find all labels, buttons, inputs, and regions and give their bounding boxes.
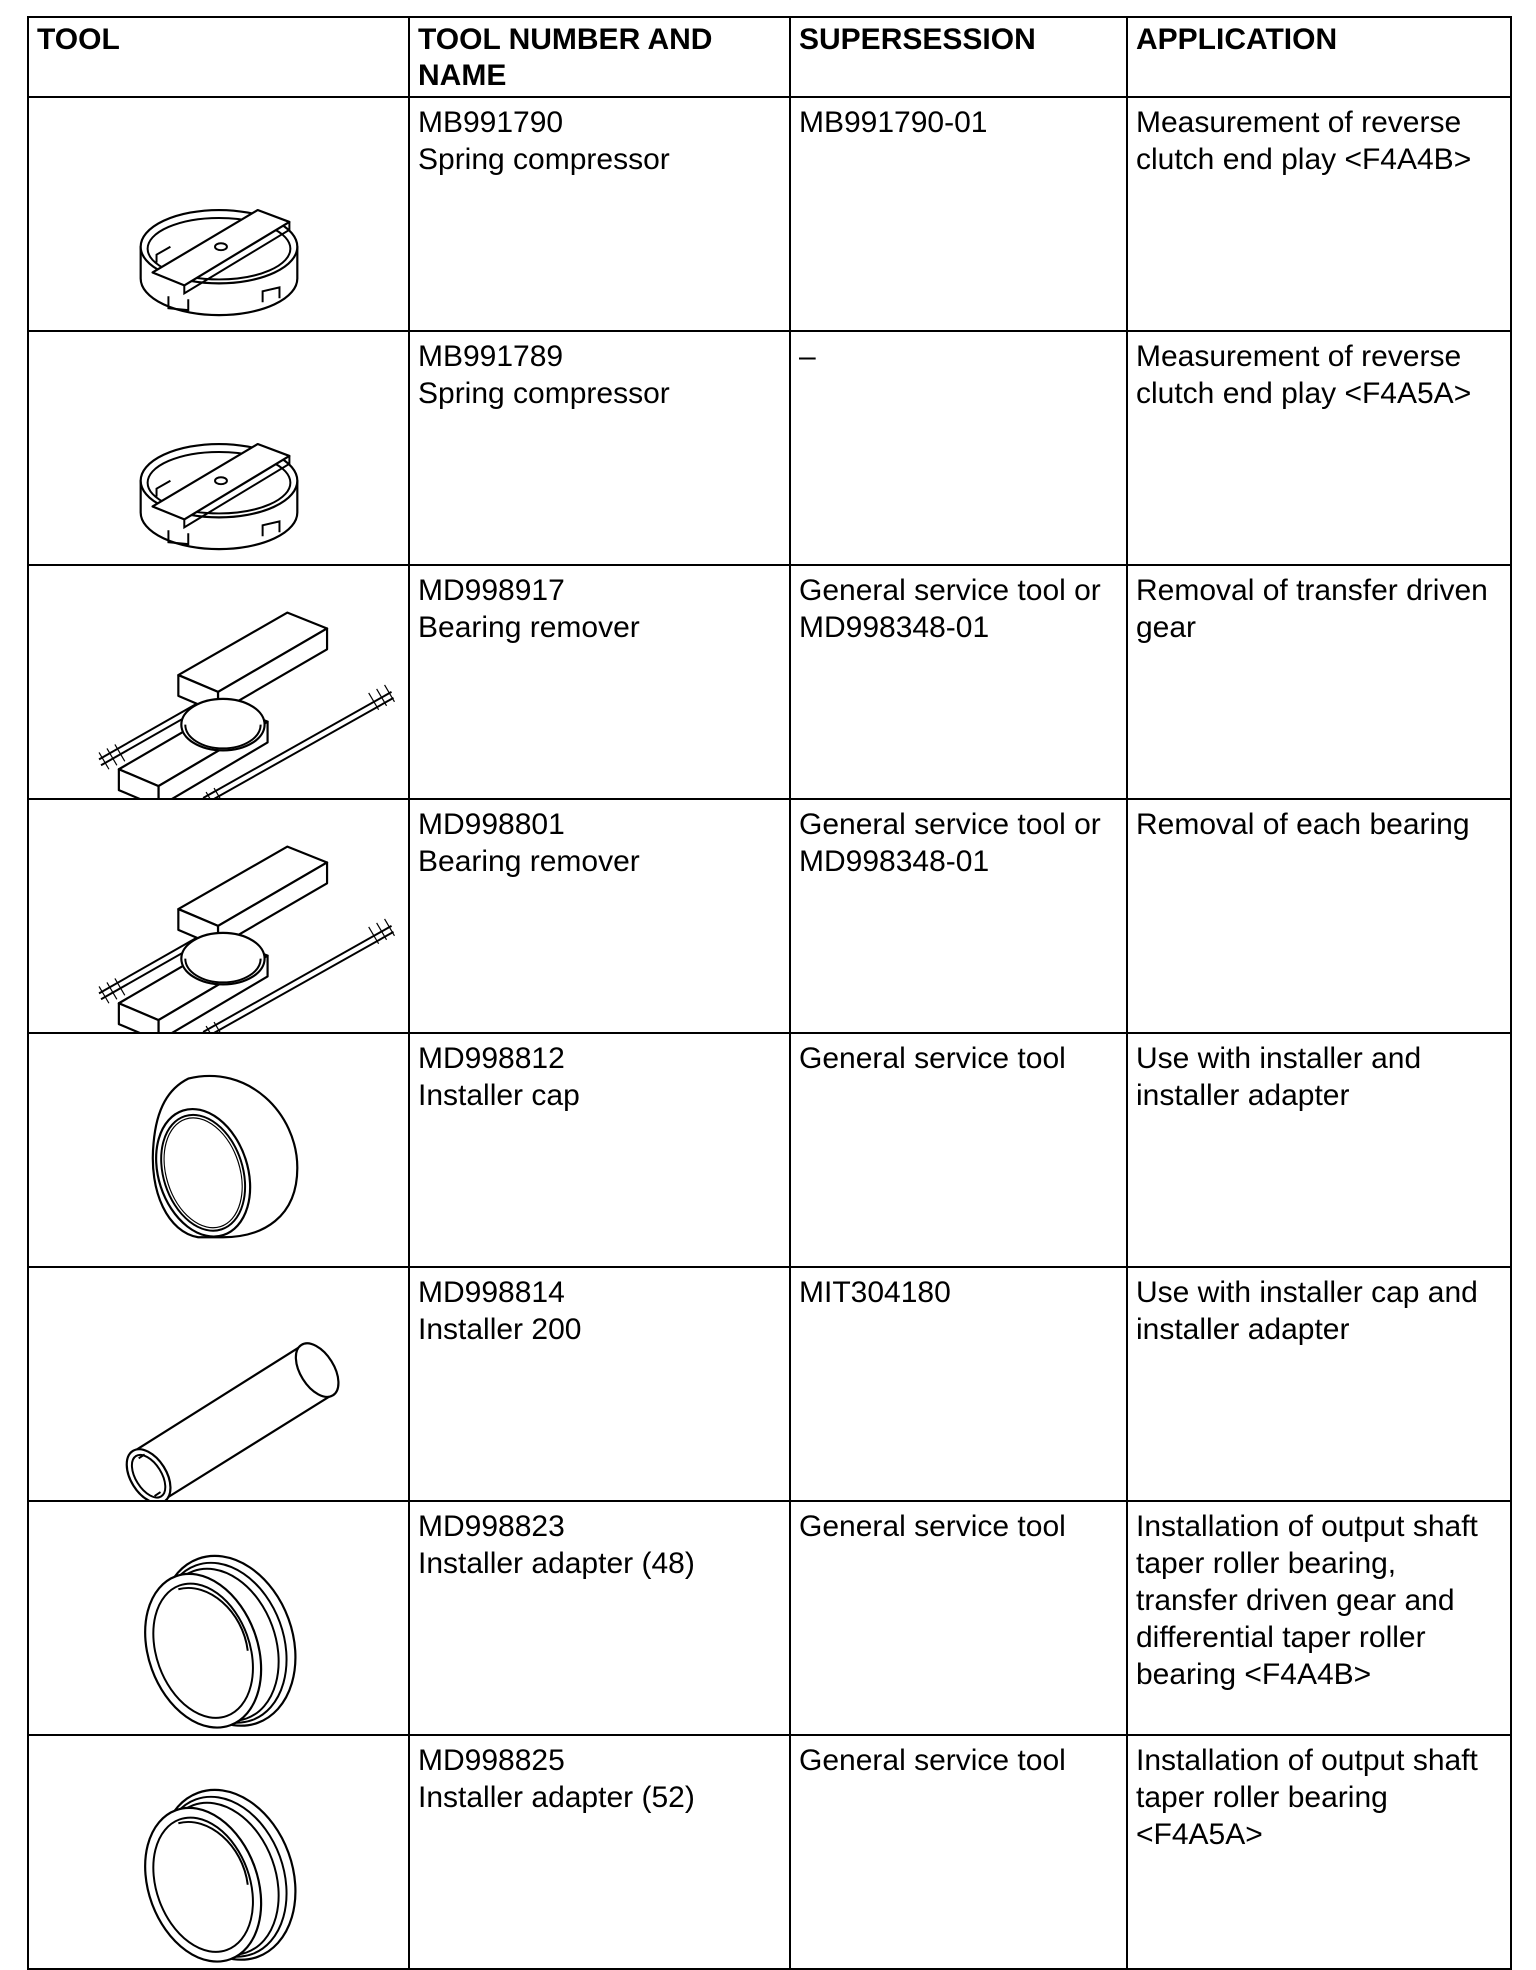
- application-line: Use with installer and: [1136, 1042, 1422, 1075]
- tool-illustration-cell: [28, 1501, 409, 1735]
- application-cell: [1127, 1501, 1511, 1735]
- header-tool: TOOL: [28, 17, 409, 97]
- application-line: clutch end play <F4A4B>: [1136, 143, 1472, 176]
- application-line: Measurement of reverse: [1136, 106, 1462, 139]
- table-row: [28, 799, 1511, 1033]
- tool-name: Installer 200: [418, 1313, 582, 1346]
- tool-number: MB991790: [418, 106, 564, 139]
- installer-adapter-icon: [29, 1736, 408, 1968]
- tool-illustration-cell: [28, 1735, 409, 1969]
- tool-illustration-cell: [28, 565, 409, 799]
- header-supersession: SUPERSESSION: [790, 17, 1127, 97]
- tool-illustration-cell: [28, 331, 409, 565]
- application-line: gear: [1136, 611, 1197, 644]
- tool-number-name-cell: [409, 1501, 790, 1735]
- supersession-cell: [790, 1735, 1127, 1969]
- table-row: [28, 1267, 1511, 1501]
- tool-number: MD998801: [418, 808, 565, 841]
- tool-name: Spring compressor: [418, 143, 670, 176]
- header-line: TOOL NUMBER AND: [418, 23, 713, 56]
- supersession-line: General service tool: [799, 1744, 1066, 1777]
- tool-number-name-cell: [409, 565, 790, 799]
- tool-number: MD998823: [418, 1510, 565, 1543]
- header-tool-number-name: [409, 17, 790, 97]
- supersession-line: General service tool: [799, 1042, 1066, 1075]
- tool-number-name-cell: [409, 1267, 790, 1501]
- bearing-remover-icon: [29, 566, 408, 798]
- application-cell: [1127, 1033, 1511, 1267]
- application-line: Installation of output shaft: [1136, 1744, 1478, 1777]
- supersession-line: General service tool or: [799, 574, 1101, 607]
- tool-name: Bearing remover: [418, 845, 640, 878]
- table-row: [28, 331, 1511, 565]
- table-row: [28, 1501, 1511, 1735]
- header-line: NAME: [418, 59, 507, 92]
- spring-compressor-icon: [29, 332, 408, 564]
- application-line: Removal of transfer driven: [1136, 574, 1488, 607]
- tool-number: MD998825: [418, 1744, 565, 1777]
- tool-illustration-cell: [28, 97, 409, 331]
- tool-name: Installer adapter (52): [418, 1781, 695, 1814]
- application-line: bearing <F4A4B>: [1136, 1658, 1372, 1691]
- application-cell: [1127, 565, 1511, 799]
- tool-name: Bearing remover: [418, 611, 640, 644]
- installer-tube-icon: [29, 1268, 408, 1500]
- supersession-cell: [790, 565, 1127, 799]
- supersession-line: General service tool or: [799, 808, 1101, 841]
- tool-name: Installer adapter (48): [418, 1547, 695, 1580]
- application-cell: [1127, 331, 1511, 565]
- supersession-line: MD998348-01: [799, 845, 990, 878]
- table-row: [28, 565, 1511, 799]
- tool-number-name-cell: [409, 1033, 790, 1267]
- installer-cap-icon: [29, 1034, 408, 1266]
- header-application: APPLICATION: [1127, 17, 1511, 97]
- application-line: <F4A5A>: [1136, 1818, 1263, 1851]
- table-header-row: [28, 17, 1511, 97]
- application-line: Removal of each bearing: [1136, 808, 1470, 841]
- supersession-cell: [790, 331, 1127, 565]
- application-line: installer adapter: [1136, 1313, 1350, 1346]
- application-line: transfer driven gear and: [1136, 1584, 1455, 1617]
- application-line: clutch end play <F4A5A>: [1136, 377, 1472, 410]
- table-row: [28, 1735, 1511, 1969]
- tool-number-name-cell: [409, 1735, 790, 1969]
- table-row: [28, 97, 1511, 331]
- tool-number: MD998814: [418, 1276, 565, 1309]
- application-line: Measurement of reverse: [1136, 340, 1462, 373]
- tool-number-name-cell: [409, 799, 790, 1033]
- supersession-cell: [790, 1267, 1127, 1501]
- supersession-line: MB991790-01: [799, 106, 988, 139]
- tool-illustration-cell: [28, 1267, 409, 1501]
- application-line: Use with installer cap and: [1136, 1276, 1478, 1309]
- tool-number: MB991789: [418, 340, 564, 373]
- tool-number-name-cell: [409, 331, 790, 565]
- application-line: installer adapter: [1136, 1079, 1350, 1112]
- application-cell: [1127, 97, 1511, 331]
- spring-compressor-icon: [29, 98, 408, 330]
- application-line: taper roller bearing: [1136, 1781, 1388, 1814]
- supersession-cell: [790, 1501, 1127, 1735]
- table-row: [28, 1033, 1511, 1267]
- application-line: differential taper roller: [1136, 1621, 1426, 1654]
- supersession-cell: [790, 97, 1127, 331]
- special-tools-table: [27, 16, 1512, 1970]
- supersession-line: MD998348-01: [799, 611, 990, 644]
- tool-number-name-cell: [409, 97, 790, 331]
- supersession-line: General service tool: [799, 1510, 1066, 1543]
- bearing-remover-icon: [29, 800, 408, 1032]
- installer-adapter-icon: [29, 1502, 408, 1734]
- supersession-line: MIT304180: [799, 1276, 951, 1309]
- application-cell: [1127, 799, 1511, 1033]
- supersession-cell: [790, 799, 1127, 1033]
- application-cell: [1127, 1267, 1511, 1501]
- tool-name: Spring compressor: [418, 377, 670, 410]
- tool-number: MD998917: [418, 574, 565, 607]
- application-cell: [1127, 1735, 1511, 1969]
- tool-illustration-cell: [28, 1033, 409, 1267]
- tool-illustration-cell: [28, 799, 409, 1033]
- tool-name: Installer cap: [418, 1079, 580, 1112]
- tool-number: MD998812: [418, 1042, 565, 1075]
- supersession-cell: [790, 1033, 1127, 1267]
- supersession-line: –: [799, 340, 816, 373]
- application-line: taper roller bearing,: [1136, 1547, 1397, 1580]
- application-line: Installation of output shaft: [1136, 1510, 1478, 1543]
